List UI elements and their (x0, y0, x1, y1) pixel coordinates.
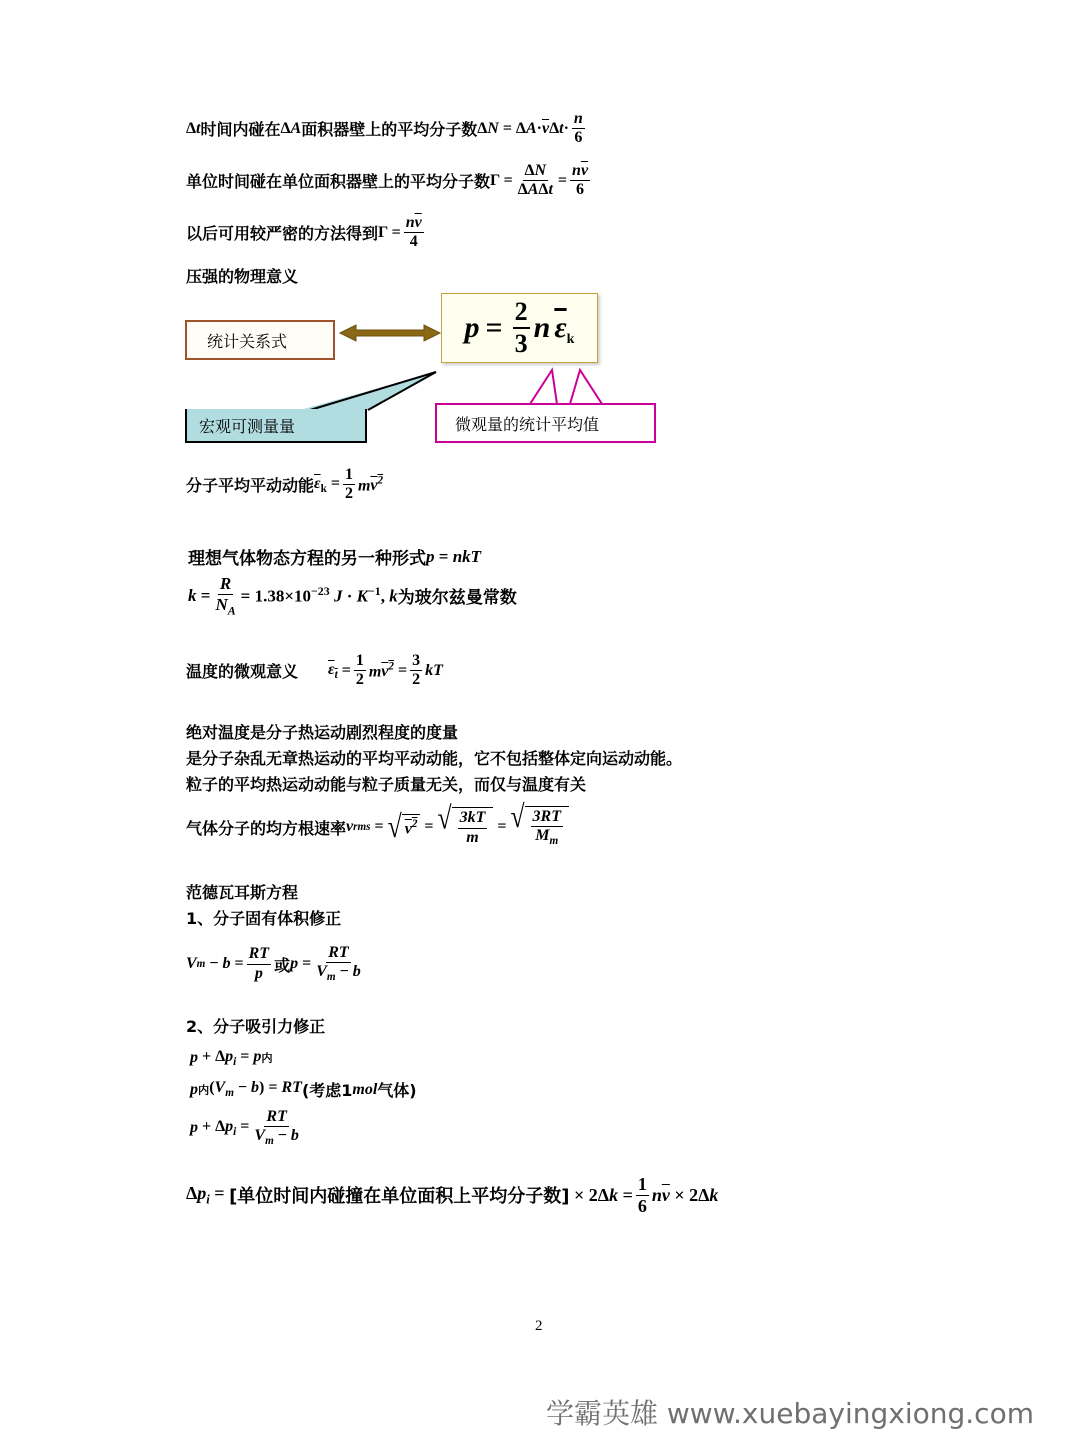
boltzmann-text: 为玻尔兹曼常数 (397, 588, 517, 609)
boltzmann-value: 1.38 (254, 587, 285, 607)
formula-epsilon: $\overline{\varepsilon}$ (554, 311, 567, 344)
inner-sub-1: 内 (261, 1052, 273, 1066)
ideal-gas-text: 理想气体物态方程的另一种形式 (188, 549, 426, 569)
eq-temperature: 温度的微观意义 $\varepsilon_t$ = $\frac{1}{2}$ $mv^2$ = $\frac{3}{2}$ kT (186, 652, 443, 689)
section-pressure-meaning: 压强的物理意义 (186, 267, 299, 286)
temperature-p2: 是分子杂乱无章热运动的平均平动动能，它不包括整体定向运动动能。 (186, 749, 683, 768)
pressure-formula-box (441, 293, 598, 363)
eq-attraction-3: p + $\Delta p_i$ = $\frac{RT}{V_m - b}$ (190, 1108, 299, 1148)
eq-attraction-1: p + $\Delta p_i = p$ 内 (190, 1048, 273, 1069)
micro-callout-line-2 (570, 370, 602, 404)
formula-fraction: $\frac{2}{3}$ (514, 297, 528, 358)
vdw-title: 范德瓦耳斯方程 (186, 883, 299, 902)
eq-flux-rigorous: 以后可用较严密的方法得到 Γ = $\frac{n\overline{v}}{4}$ (186, 214, 422, 251)
temperature-p3: 粒子的平均热运动动能与粒子质量无关，而仅与温度有关 (186, 775, 587, 794)
vdw-or: 或 (274, 955, 291, 975)
vdw-gas: 气体) (377, 1081, 417, 1100)
eq-boltzmann: k = $\frac{R}{N_A}$ = $1.38\times 10^{-23}$ $J \cdot K^{-1}$, k 为玻尔兹曼常数 (188, 574, 517, 617)
inner-sub-2: 内 (198, 1083, 210, 1097)
temperature-label: 温度的微观意义 (186, 662, 299, 682)
eq-rms-speed: 气体分子的均方根速率 v rms = √ $v^2$ = √ $\frac{3kT}{m}$ = √ $\frac{3RT}{M_m}$ (186, 806, 569, 848)
formula-n: n (533, 311, 551, 344)
eq-collision-count: Δt 时间内碰在 ΔA 面积器壁上的平均分子数 $\Delta N = \Delta A\cdot\overline{v}\Delta t\cdot$ $\frac{n}{6}$ (186, 110, 583, 147)
macro-measurable-box (185, 409, 367, 443)
kinetic-text: 分子平均平动动能 (186, 476, 315, 496)
eq-pressure-correction: $\Delta p_i$ = [单位时间内碰撞在单位面积上平均分子数] × 2Δk = $\frac{1}{6}$ $n\overline{v}$ × 2Δk (186, 1174, 719, 1216)
formula-subscript: k (566, 332, 575, 347)
diagram-lines (0, 0, 1080, 460)
macro-measurable-label: 宏观可测量量 (199, 416, 296, 436)
formula-eq: = (485, 311, 503, 344)
eq-flux-per-area: 单位时间碰在单位面积器壁上的平均分子数 Γ = $\frac{\Delta N}{\text{ΔAΔt}}$ = $\frac{n\overline{v}}{6}$ (186, 162, 589, 199)
vdw-item1: 1、分子固有体积修正 (186, 909, 342, 928)
micro-average-box (435, 403, 656, 443)
l1-text: 时间内碰在 (200, 120, 281, 140)
eq-translational-ke: 分子平均平动动能 $\overline{\varepsilon}_k$ = $\frac{1}{2}$ $mv^2$ (186, 466, 384, 503)
watermark: 学霸英雄 www.xuebayingxiong.com (546, 1397, 1034, 1430)
micro-average-label: 微观量的统计平均值 (455, 414, 600, 434)
formula-p: p (464, 311, 480, 344)
vdw-mol: mol (352, 1080, 378, 1098)
double-arrow (340, 325, 440, 341)
page-number: 2 (535, 1318, 543, 1334)
vdw-consider: (考虑1 (301, 1081, 353, 1100)
vdw-item2: 2、分子吸引力修正 (186, 1017, 326, 1036)
vdw-bracket-text: [单位时间内碰撞在单位面积上平均分子数] (229, 1186, 570, 1208)
eq-volume-correction: V m − b = $\frac{RT}{p}$ 或 p = $\frac{RT}{V_m - b}$ (186, 944, 361, 984)
l2-text: 单位时间碰在单位面积器壁上的平均分子数 (186, 172, 491, 192)
boltzmann-unit-exp: −1 (367, 584, 381, 599)
statistical-relation-label: 统计关系式 (207, 331, 288, 351)
eq-ideal-gas: 理想气体物态方程的另一种形式 p = nkT (188, 544, 481, 569)
boltzmann-exp: −23 (311, 584, 330, 599)
temperature-p1: 绝对温度是分子热运动剧烈程度的度量 (186, 723, 459, 742)
rms-text: 气体分子的均方根速率 (186, 818, 347, 838)
l3-text: 以后可用较严密的方法得到 (186, 224, 379, 244)
l1-text2: 面积器壁上的平均分子数 (301, 120, 478, 140)
eq-attraction-2: p 内 $(V_m - b)$ = RT (考虑1 mol 气体) (190, 1079, 417, 1100)
micro-callout-line (530, 370, 557, 404)
